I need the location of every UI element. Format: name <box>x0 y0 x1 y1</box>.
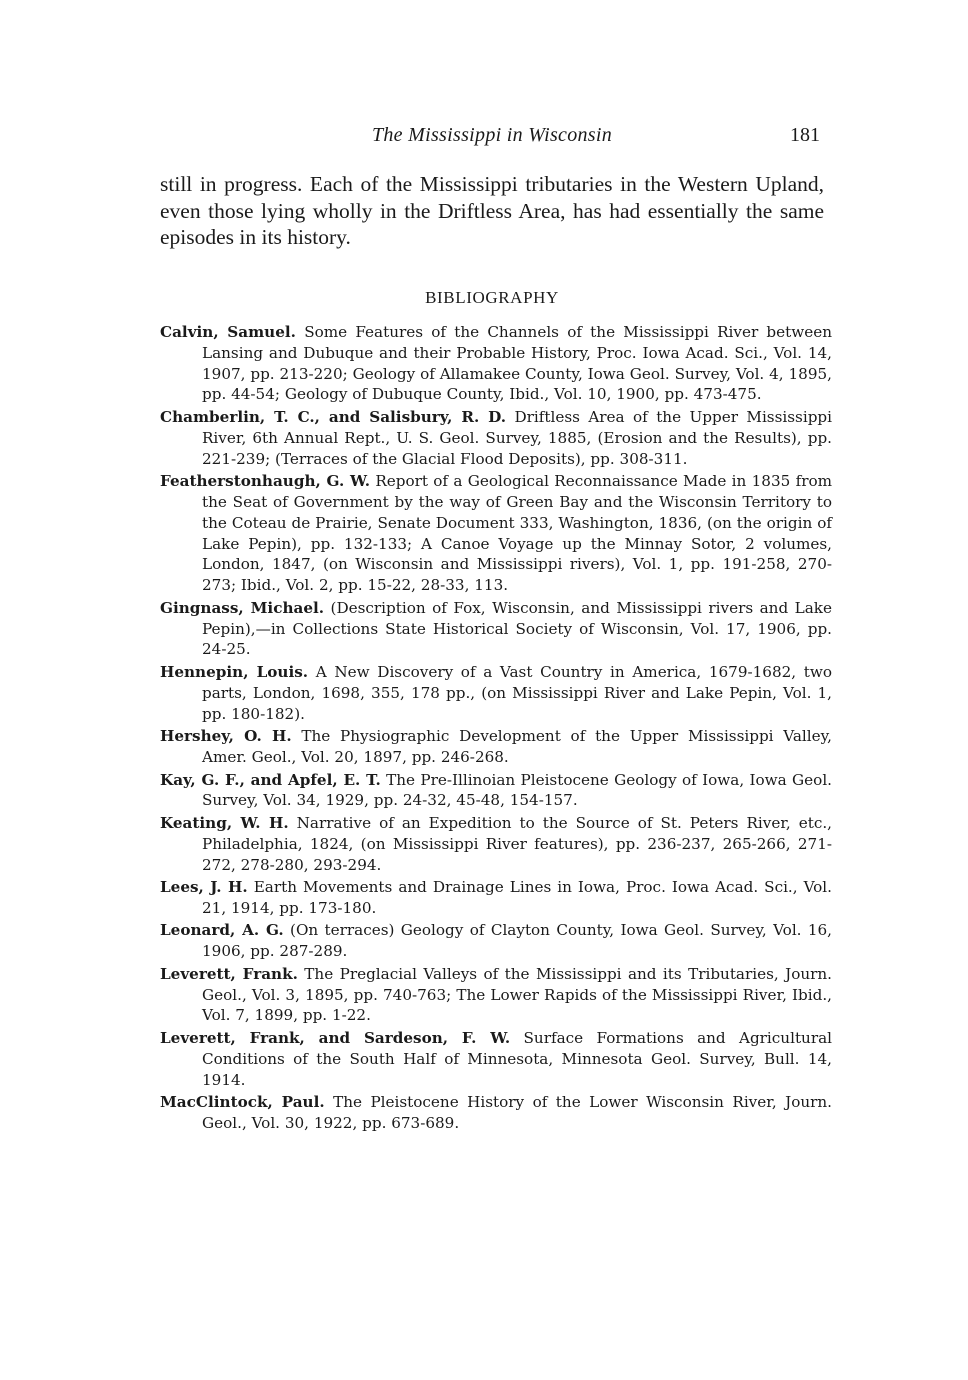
page-number: 181 <box>790 124 820 146</box>
bibliography-entry <box>160 964 832 1026</box>
entry-author: Leonard, A. G. <box>160 921 284 940</box>
entry-text: The Physiographic Development of the Upper Mississippi Valley, Amer. Geol., Vol. 20, 1897, pp. 246-268. <box>202 727 833 766</box>
intro-paragraph: still in progress. Each of the Mississippi tributaries in the Western Upland, even those lying wholly in the Driftless Area, has had essentially the same episodes in its history. <box>160 172 824 249</box>
entry-author: Keating, W. H. <box>160 813 289 832</box>
bibliography-entry <box>160 662 832 724</box>
entry-text: Some Features of the Channels of the Mississippi River between Lansing and Dubuque and their Probable History, Proc. Iowa Acad. Sci., Vol. 14, 1907, pp. 213-220; Geology of Allamakee County, Iowa Geol. Survey, Vol. 4, 1895, pp. 44-54; Geology of Dubuque County, Ibid., Vol. 10, 1900, pp. 473-475. <box>202 323 833 404</box>
entry-text: Report of a Geological Reconnaissance Made in 1835 from the Seat of Government by the way of Green Bay and the Wisconsin Territory to the Coteau de Prairie, Senate Document 333, Washington, 1836, (on the origin of Lake Pepin), pp. 132-133; A Canoe Voyage up the Minnay Sotor, 2 volumes, London, 1847, (on Wisconsin and Mississippi rivers), Vol. 1, pp. 191-258, 270-273; Ibid., Vol. 2, pp. 15-22, 28-33, 113. <box>202 472 832 595</box>
entry-author: Hennepin, Louis. <box>160 662 309 681</box>
bibliography-entry <box>160 322 832 405</box>
bibliography-heading: BIBLIOGRAPHY <box>425 288 559 307</box>
bibliography-list <box>160 322 832 1136</box>
entry-author: MacClintock, Paul. <box>160 1093 325 1112</box>
entry-text: The Preglacial Valleys of the Mississippi and its Tributaries, Journ. Geol., Vol. 3, 1895, pp. 740-763; The Lower Rapids of the Mississippi River, Ibid., Vol. 7, 1899, pp. 1-22. <box>202 964 832 1025</box>
entry-text: A New Discovery of a Vast Country in America, 1679-1682, two parts, London, 1698, 355, 178 pp., (on Mississippi River and Lake Pepin, Vol. 1, pp. 180-182). <box>202 662 833 723</box>
bibliography-entry <box>160 920 832 962</box>
entry-text: Surface Formations and Agricultural Conditions of the South Half of Minnesota, Minnesota Geol. Survey, Bull. 14, 1914. <box>202 1029 832 1089</box>
entry-text: Driftless Area of the Upper Mississippi River, 6th Annual Rept., U. S. Geol. Survey, 1885, (Erosion and the Results), pp. 221-239; (Terraces of the Glacial Flood Deposits), pp. 308-311. <box>202 407 832 468</box>
bibliography-entry <box>160 471 832 596</box>
entry-author: Gingnass, Michael. <box>160 598 325 617</box>
entry-text: (Description of Fox, Wisconsin, and Mississippi rivers and Lake Pepin),—in Collections State Historical Society of Wisconsin, Vol. 17, 1906, pp. 24-25. <box>202 598 832 659</box>
entry-author: Hershey, O. H. <box>160 727 292 746</box>
bibliography-entry <box>160 770 832 812</box>
entry-author: Chamberlin, T. C., and Salisbury, R. D. <box>160 407 507 426</box>
bibliography-entry <box>160 598 832 660</box>
bibliography-entry <box>160 1092 832 1134</box>
entry-author: Leverett, Frank, and Sardeson, F. W. <box>160 1029 511 1048</box>
entry-text: Narrative of an Expedition to the Source of St. Peters River, etc., Philadelphia, 1824, (on Mississippi River features), pp. 236-237, 265-266, 271-272, 278-280, 293-294. <box>202 813 833 874</box>
entry-text: (On terraces) Geology of Clayton County, Iowa Geol. Survey, Vol. 16, 1906, pp. 287-289. <box>202 921 833 961</box>
running-title: The Mississippi in Wisconsin <box>371 124 613 146</box>
entry-text: The Pleistocene History of the Lower Wisconsin River, Journ. Geol., Vol. 30, 1922, pp. 673-689. <box>202 1093 832 1133</box>
entry-text: The Pre-Illinoian Pleistocene Geology of Iowa, Iowa Geol. Survey, Vol. 34, 1929, pp. 24-32, 45-48, 154-157. <box>202 770 832 810</box>
bibliography-entry <box>160 407 832 469</box>
entry-author: Calvin, Samuel. <box>160 323 296 341</box>
entry-author: Kay, G. F., and Apfel, E. T. <box>160 770 381 789</box>
entry-author: Leverett, Frank. <box>160 964 298 983</box>
bibliography-entry <box>160 813 832 875</box>
bibliography-entry <box>160 726 832 768</box>
bibliography-entry <box>160 877 832 919</box>
entry-author: Lees, J. H. <box>160 878 248 897</box>
entry-text: Earth Movements and Drainage Lines in Iowa, Proc. Iowa Acad. Sci., Vol. 21, 1914, pp. 173-180. <box>202 878 832 917</box>
entry-author: Featherstonhaugh, G. W. <box>160 472 371 491</box>
running-head <box>160 124 824 154</box>
bibliography-entry <box>160 1028 832 1090</box>
